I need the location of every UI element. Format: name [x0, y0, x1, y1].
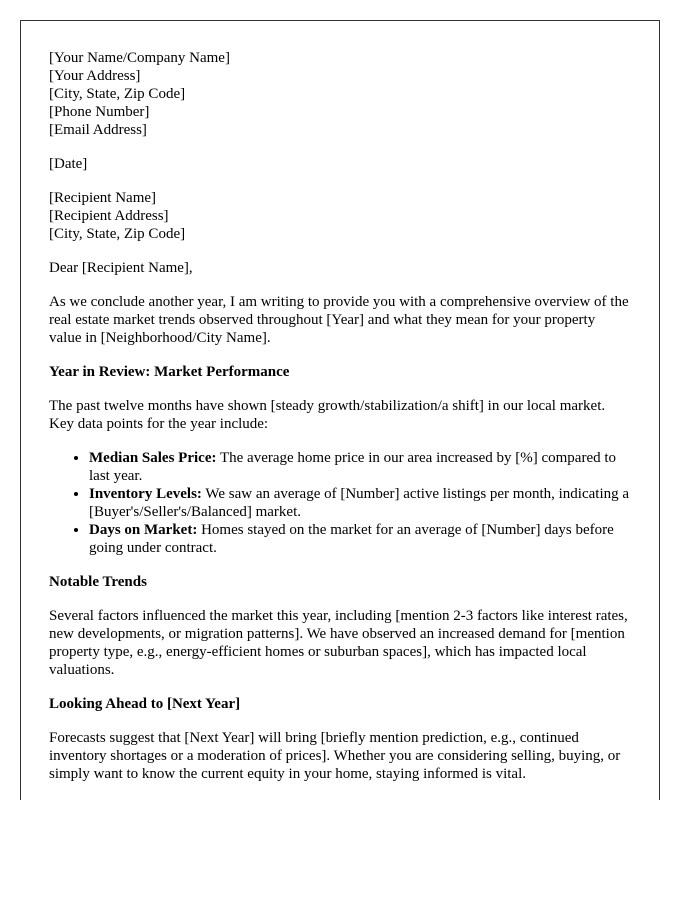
list-item [89, 521, 631, 557]
salutation: Dear [Recipient Name], [49, 260, 193, 276]
list-item-text: Homes stayed on the market for an average of [Number] days before going under contract. [89, 522, 614, 556]
list-item [89, 485, 631, 521]
recipient-name: [Recipient Name] [49, 190, 157, 206]
sender-name: [Your Name/Company Name] [49, 50, 230, 66]
sender-email: [Email Address] [49, 122, 147, 138]
sender-block [49, 49, 631, 139]
letter-date: [Date] [49, 156, 88, 172]
recipient-block [49, 189, 631, 243]
section-heading-ahead: Looking Ahead to [Next Year] [49, 696, 241, 712]
list-item-label: Inventory Levels: [89, 486, 202, 502]
recipient-address: [Recipient Address] [49, 208, 169, 224]
section-body-trends: Several factors influenced the market this year, including [mention 2-3 factors like interest rates, new developments, or migration patterns]. We have observed an increased demand for [mention property type, e.g., energy-efficient homes or suburban spaces], which has impacted local valuations. [49, 608, 628, 678]
intro-paragraph: As we conclude another year, I am writing to provide you with a comprehensive overview of the real estate market trends observed throughout [Year] and what they mean for your property value in [Neighborhood/City Name]. [49, 294, 629, 346]
list-item [89, 449, 631, 485]
key-data-list [49, 449, 631, 557]
date-block [49, 155, 631, 173]
list-item-label: Median Sales Price: [89, 450, 217, 466]
sender-city: [City, State, Zip Code] [49, 86, 186, 102]
list-item-text: The average home price in our area increased by [%] compared to last year. [89, 450, 617, 484]
sender-phone: [Phone Number] [49, 104, 150, 120]
list-item-label: Days on Market: [89, 522, 198, 538]
section-heading-trends: Notable Trends [49, 574, 147, 590]
sender-address: [Your Address] [49, 68, 141, 84]
section-body-ahead: Forecasts suggest that [Next Year] will bring [briefly mention prediction, e.g., continued inventory shortages or a moderation of prices]. Whether you are considering selling, buying, or simply want to know the current equity in your home, staying informed is vital. [49, 730, 621, 782]
letter-page [20, 20, 660, 800]
list-item-text: We saw an average of [Number] active listings per month, indicating a [Buyer's/Seller's/Balanced] market. [89, 486, 630, 520]
section-heading-review: Year in Review: Market Performance [49, 364, 290, 380]
section-body-review: The past twelve months have shown [steady growth/stabilization/a shift] in our local market. Key data points for the year include: [49, 398, 606, 432]
recipient-city: [City, State, Zip Code] [49, 226, 186, 242]
